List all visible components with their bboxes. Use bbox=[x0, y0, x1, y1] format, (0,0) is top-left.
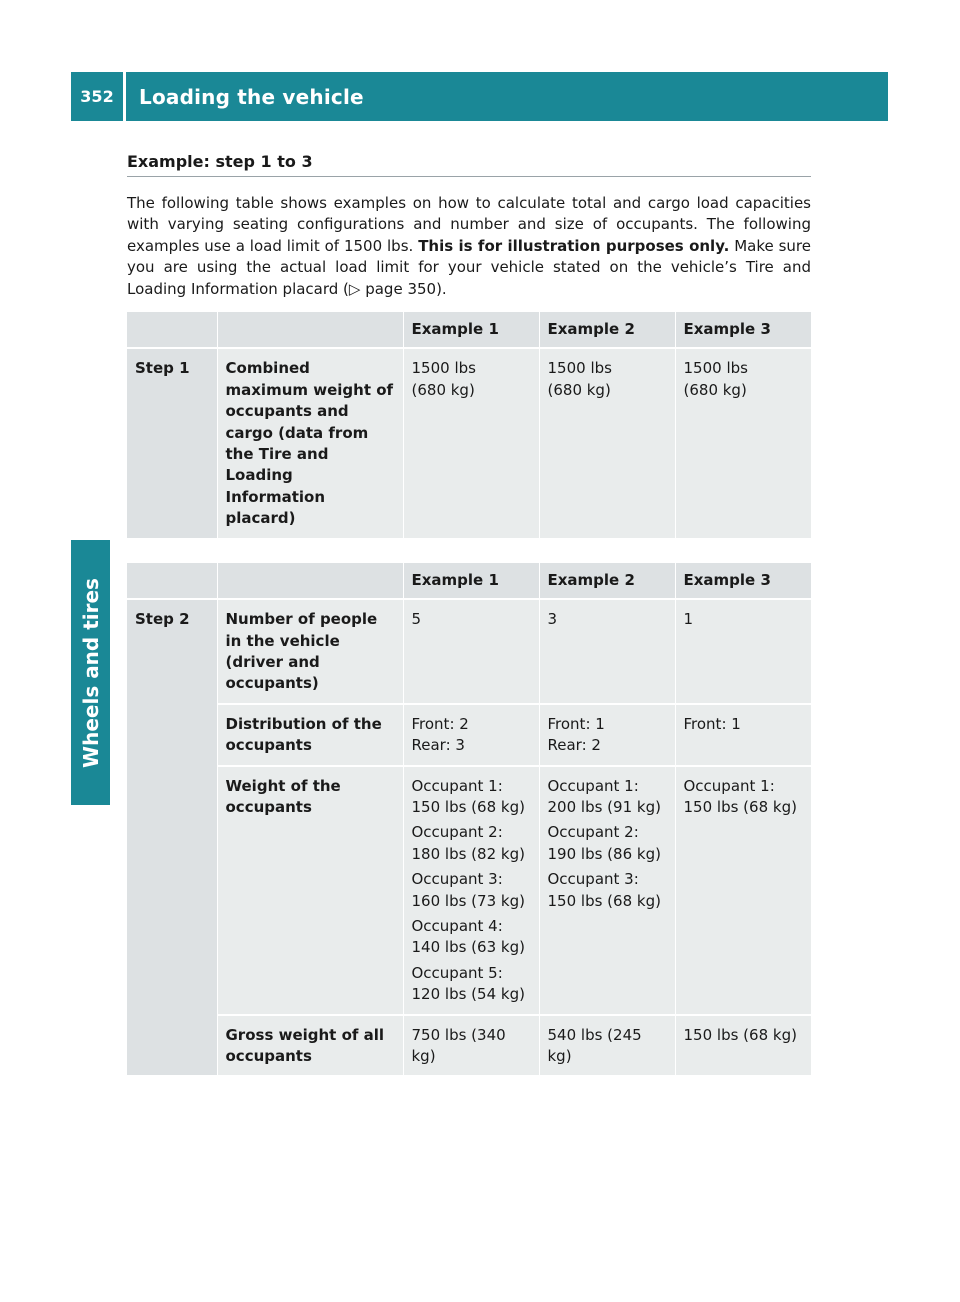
value-cell: 5 bbox=[403, 599, 539, 704]
header-example-2: Example 2 bbox=[539, 563, 675, 599]
value-cell bbox=[539, 766, 675, 1015]
cell-line: (680 kg) bbox=[411, 380, 475, 399]
cell-line: Rear: 3 bbox=[411, 736, 465, 755]
cell-line: 190 lbs (86 kg) bbox=[547, 844, 661, 863]
row-label: Weight of the occupants bbox=[217, 766, 403, 1015]
main-content bbox=[127, 152, 811, 1077]
page-number: 352 bbox=[71, 72, 126, 121]
row-label: Number of people in the vehicle (driver and occupants) bbox=[217, 599, 403, 704]
value-cell bbox=[403, 766, 539, 1015]
cell-line: 1500 lbs bbox=[411, 359, 476, 378]
header-cell bbox=[127, 312, 217, 348]
cell-line: 1500 lbs bbox=[547, 359, 612, 378]
header-cell bbox=[217, 563, 403, 599]
cell-line: Rear: 2 bbox=[547, 736, 601, 755]
cell-line: Occupant 3: bbox=[547, 870, 639, 889]
value-cell bbox=[675, 766, 811, 1015]
value-cell bbox=[539, 348, 675, 538]
cell-line: (680 kg) bbox=[547, 380, 611, 399]
header-cell bbox=[217, 312, 403, 348]
page-header bbox=[71, 72, 888, 121]
value-cell bbox=[403, 704, 539, 766]
header-example-3: Example 3 bbox=[675, 563, 811, 599]
row-label: Distribution of the occupants bbox=[217, 704, 403, 766]
header-cell bbox=[127, 563, 217, 599]
row-label: Combined maximum weight of occupants and cargo (data from the Tire and Loading Information placard) bbox=[217, 348, 403, 538]
intro-bold-text: This is for illustration purposes only. bbox=[418, 236, 730, 255]
cell-line: Occupant 3: bbox=[411, 870, 503, 889]
section-side-tab bbox=[71, 540, 110, 805]
intro-text-1: The following table shows examples on how to calculate total and cargo load capacities with varying seating configurations and number and size of occupants. The following examples use a load limit of 1500 lbs. bbox=[127, 194, 811, 255]
header-example-1: Example 1 bbox=[403, 563, 539, 599]
cell-line: 150 lbs (68 kg) bbox=[683, 797, 797, 816]
cell-line: 200 lbs (91 kg) bbox=[547, 797, 661, 816]
value-cell: 3 bbox=[539, 599, 675, 704]
value-cell bbox=[675, 704, 811, 766]
cell-line: Occupant 2: bbox=[411, 823, 503, 842]
chapter-title: Loading the vehicle bbox=[139, 84, 364, 109]
cell-line: 140 lbs (63 kg) bbox=[411, 938, 525, 957]
cell-line: Front: 1 bbox=[547, 714, 605, 733]
header-example-1: Example 1 bbox=[403, 312, 539, 348]
value-cell: 1 bbox=[675, 599, 811, 704]
cell-line: 1500 lbs bbox=[683, 359, 748, 378]
table-header-row bbox=[127, 312, 811, 348]
step1-table bbox=[127, 312, 812, 540]
row-label: Gross weight of all occupants bbox=[217, 1015, 403, 1077]
step-label: Step 2 bbox=[127, 599, 217, 1076]
cell-line: 160 lbs (73 kg) bbox=[411, 891, 525, 910]
table-row bbox=[127, 1015, 811, 1077]
header-example-3: Example 3 bbox=[675, 312, 811, 348]
header-example-2: Example 2 bbox=[539, 312, 675, 348]
cell-line: Occupant 1: bbox=[547, 776, 639, 795]
section-title: Example: step 1 to 3 bbox=[127, 152, 811, 177]
step2-table bbox=[127, 563, 812, 1078]
cell-line: 180 lbs (82 kg) bbox=[411, 844, 525, 863]
side-tab-label: Wheels and tires bbox=[78, 577, 103, 768]
value-cell: 750 lbs (340 kg) bbox=[403, 1015, 539, 1077]
cell-line: Occupant 1: bbox=[411, 776, 503, 795]
value-cell bbox=[403, 348, 539, 538]
value-cell: 540 lbs (245 kg) bbox=[539, 1015, 675, 1077]
table-header-row bbox=[127, 563, 811, 599]
intro-paragraph bbox=[127, 193, 811, 300]
cell-line: 120 lbs (54 kg) bbox=[411, 985, 525, 1004]
value-cell bbox=[539, 704, 675, 766]
cell-line: Occupant 5: bbox=[411, 963, 503, 982]
table-row bbox=[127, 704, 811, 766]
value-cell bbox=[675, 348, 811, 538]
table-row bbox=[127, 599, 811, 704]
value-cell: 150 lbs (68 kg) bbox=[675, 1015, 811, 1077]
table-row bbox=[127, 766, 811, 1015]
table-row bbox=[127, 348, 811, 538]
intro-text-2: Make sure you are using the actual load limit for your vehicle stated on the vehicle’s Tire and Loading Information placard (▷ page 350). bbox=[127, 236, 811, 298]
cell-line: Occupant 4: bbox=[411, 916, 503, 935]
cell-line: 150 lbs (68 kg) bbox=[547, 891, 661, 910]
cell-line: Occupant 2: bbox=[547, 823, 639, 842]
cell-line: Occupant 1: bbox=[683, 776, 775, 795]
cell-line: Front: 2 bbox=[411, 714, 469, 733]
cell-line: Front: 1 bbox=[683, 714, 741, 733]
cell-line: (680 kg) bbox=[683, 380, 747, 399]
cell-line: 150 lbs (68 kg) bbox=[411, 797, 525, 816]
step-label: Step 1 bbox=[127, 348, 217, 538]
